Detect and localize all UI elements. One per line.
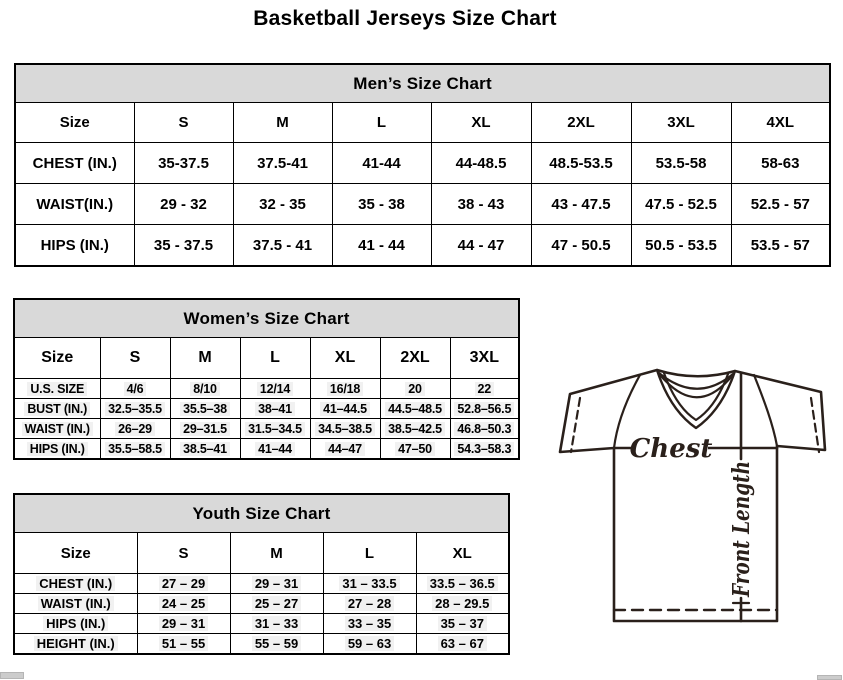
col-header: L <box>240 338 310 379</box>
size-value: 35 - 38 <box>332 184 431 225</box>
left-cuff-dashed-line <box>571 398 580 452</box>
size-value: 48.5-53.5 <box>531 143 631 184</box>
size-value: 29 - 32 <box>134 184 233 225</box>
col-header: 3XL <box>631 103 731 143</box>
size-value: 53.5 - 57 <box>731 225 830 267</box>
size-value: 29 – 31 <box>137 614 230 634</box>
size-value: 38–41 <box>240 399 310 419</box>
size-value: 41–44.5 <box>310 399 380 419</box>
youth-size-table <box>13 493 510 655</box>
womens-header-row <box>14 338 519 379</box>
size-value: 44.5–48.5 <box>380 399 450 419</box>
size-value: 37.5-41 <box>233 143 332 184</box>
size-value: 53.5-58 <box>631 143 731 184</box>
womens-table-title: Women’s Size Chart <box>14 299 519 338</box>
row-label: HIPS (IN.) <box>14 614 137 634</box>
size-value: 22 <box>450 379 519 399</box>
size-value: 51 – 55 <box>137 634 230 655</box>
col-header: L <box>323 533 416 574</box>
col-header: M <box>230 533 323 574</box>
col-header: 3XL <box>450 338 519 379</box>
size-value: 43 - 47.5 <box>531 184 631 225</box>
col-header: Size <box>14 533 137 574</box>
size-value: 58-63 <box>731 143 830 184</box>
col-header: L <box>332 103 431 143</box>
size-value: 16/18 <box>310 379 380 399</box>
size-value: 44-48.5 <box>431 143 531 184</box>
size-value: 29 – 31 <box>230 574 323 594</box>
jersey-outline <box>560 370 825 621</box>
size-value: 32 - 35 <box>233 184 332 225</box>
size-value: 31 – 33 <box>230 614 323 634</box>
col-header: Size <box>14 338 100 379</box>
col-header: 2XL <box>380 338 450 379</box>
table-row <box>15 143 830 184</box>
row-label: HIPS (IN.) <box>14 439 100 460</box>
size-value: 35.5–58.5 <box>100 439 170 460</box>
row-label: WAIST(IN.) <box>15 184 134 225</box>
table-row <box>14 439 519 460</box>
row-label: BUST (IN.) <box>14 399 100 419</box>
size-value: 38 - 43 <box>431 184 531 225</box>
row-label: HIPS (IN.) <box>15 225 134 267</box>
size-value: 33.5 – 36.5 <box>416 574 509 594</box>
size-value: 55 – 59 <box>230 634 323 655</box>
col-header: XL <box>431 103 531 143</box>
size-value: 35.5–38 <box>170 399 240 419</box>
row-label: WAIST (IN.) <box>14 419 100 439</box>
size-value: 33 – 35 <box>323 614 416 634</box>
table-row <box>14 419 519 439</box>
col-header: Size <box>15 103 134 143</box>
size-value: 35-37.5 <box>134 143 233 184</box>
scrollbar-fragment-left <box>0 672 24 679</box>
size-value: 41 - 44 <box>332 225 431 267</box>
size-value: 47 - 50.5 <box>531 225 631 267</box>
size-value: 24 – 25 <box>137 594 230 614</box>
row-label: CHEST (IN.) <box>14 574 137 594</box>
size-value: 59 – 63 <box>323 634 416 655</box>
table-row <box>14 379 519 399</box>
table-row <box>15 184 830 225</box>
size-value: 28 – 29.5 <box>416 594 509 614</box>
right-sleeve-seam <box>754 375 777 446</box>
size-value: 47–50 <box>380 439 450 460</box>
size-value: 8/10 <box>170 379 240 399</box>
size-value: 50.5 - 53.5 <box>631 225 731 267</box>
size-value: 4/6 <box>100 379 170 399</box>
youth-table-caption-row <box>14 494 509 533</box>
youth-header-row <box>14 533 509 574</box>
row-label: CHEST (IN.) <box>15 143 134 184</box>
table-row <box>14 594 509 614</box>
size-value: 20 <box>380 379 450 399</box>
size-value: 25 – 27 <box>230 594 323 614</box>
size-value: 47.5 - 52.5 <box>631 184 731 225</box>
size-value: 41-44 <box>332 143 431 184</box>
womens-size-table <box>13 298 520 460</box>
size-value: 63 – 67 <box>416 634 509 655</box>
size-value: 44 - 47 <box>431 225 531 267</box>
table-row <box>14 399 519 419</box>
womens-table-caption-row <box>14 299 519 338</box>
col-header: XL <box>416 533 509 574</box>
size-value: 31.5–34.5 <box>240 419 310 439</box>
col-header: 2XL <box>531 103 631 143</box>
youth-table-title: Youth Size Chart <box>14 494 509 533</box>
size-value: 37.5 - 41 <box>233 225 332 267</box>
scrollbar-fragment-right <box>817 675 842 680</box>
size-value: 52.5 - 57 <box>731 184 830 225</box>
mens-size-table <box>14 63 831 267</box>
col-header: M <box>170 338 240 379</box>
col-header: S <box>100 338 170 379</box>
col-header: XL <box>310 338 380 379</box>
size-value: 27 – 28 <box>323 594 416 614</box>
table-row <box>14 634 509 655</box>
size-value: 34.5–38.5 <box>310 419 380 439</box>
front-length-label: Front Length <box>728 427 755 597</box>
size-value: 46.8–50.3 <box>450 419 519 439</box>
size-value: 38.5–42.5 <box>380 419 450 439</box>
col-header: 4XL <box>731 103 830 143</box>
jersey-diagram <box>558 362 838 625</box>
mens-header-row <box>15 103 830 143</box>
size-value: 54.3–58.3 <box>450 439 519 460</box>
size-value: 29–31.5 <box>170 419 240 439</box>
size-value: 32.5–35.5 <box>100 399 170 419</box>
mens-table-caption-row <box>15 64 830 103</box>
size-value: 27 – 29 <box>137 574 230 594</box>
page-title: Basketball Jerseys Size Chart <box>253 7 557 30</box>
size-value: 38.5–41 <box>170 439 240 460</box>
col-header: S <box>137 533 230 574</box>
row-label: HEIGHT (IN.) <box>14 634 137 655</box>
size-value: 26–29 <box>100 419 170 439</box>
size-value: 52.8–56.5 <box>450 399 519 419</box>
size-value: 35 – 37 <box>416 614 509 634</box>
row-label: WAIST (IN.) <box>14 594 137 614</box>
table-row <box>14 574 509 594</box>
collar-arc-inner <box>661 376 731 397</box>
row-label: U.S. SIZE <box>14 379 100 399</box>
chest-label: Chest <box>629 434 713 464</box>
table-row <box>14 614 509 634</box>
mens-table-title: Men’s Size Chart <box>15 64 830 103</box>
col-header: S <box>134 103 233 143</box>
table-row <box>15 225 830 267</box>
size-value: 12/14 <box>240 379 310 399</box>
size-value: 41–44 <box>240 439 310 460</box>
right-cuff-dashed-line <box>811 398 819 452</box>
size-value: 31 – 33.5 <box>323 574 416 594</box>
col-header: M <box>233 103 332 143</box>
size-value: 35 - 37.5 <box>134 225 233 267</box>
size-value: 44–47 <box>310 439 380 460</box>
